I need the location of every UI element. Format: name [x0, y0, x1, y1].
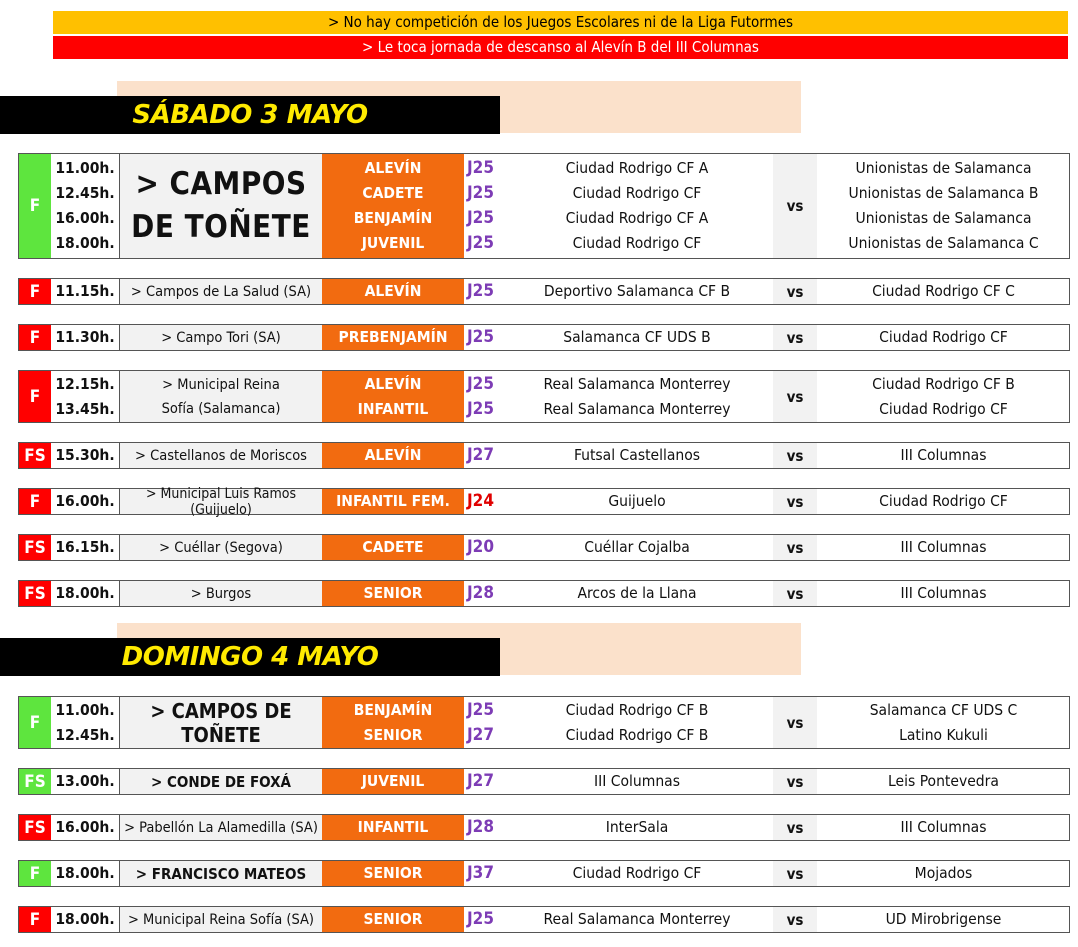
- away-team: Salamanca CF UDS C: [869, 700, 1018, 719]
- home-team: Cuéllar Cojalba: [584, 538, 690, 556]
- match-block: [18, 534, 1070, 561]
- home-team: InterSala: [605, 818, 669, 836]
- away-team: Ciudad Rodrigo CF: [879, 492, 1008, 510]
- home-team: Ciudad Rodrigo CF B: [565, 700, 709, 719]
- match-block: [18, 814, 1070, 841]
- match-block: [18, 580, 1070, 607]
- match-block: [18, 768, 1070, 795]
- home-team: Real Salamanca Monterrey: [543, 399, 731, 418]
- away-team: III Columnas: [900, 446, 987, 464]
- vs-label: vs: [773, 815, 817, 840]
- category: INFANTIL: [357, 399, 429, 418]
- category: CADETE: [362, 538, 424, 556]
- home-team: Deportivo Salamanca CF B: [543, 282, 731, 300]
- venue-name: > Campo Tori (SA): [119, 325, 322, 350]
- match-block: [18, 485, 1070, 518]
- kickoff-time: 18.00h.: [55, 864, 115, 882]
- kickoff-time: 18.00h.: [55, 234, 115, 252]
- round: J25: [467, 233, 494, 253]
- venue-name: > Campos de La Salud (SA): [119, 279, 322, 304]
- category: CADETE: [362, 184, 424, 202]
- category: BENJAMÍN: [353, 209, 433, 227]
- away-team: Ciudad Rodrigo CF B: [872, 374, 1015, 393]
- category: PREBENJAMÍN: [338, 328, 448, 346]
- match-block: [18, 860, 1070, 887]
- away-team: UD Mirobrigense: [885, 910, 1002, 928]
- match-block: [18, 370, 1070, 423]
- vs-label: vs: [773, 325, 817, 350]
- venue-name: > Cuéllar (Segova): [119, 535, 322, 560]
- kickoff-time: 11.15h.: [55, 282, 115, 300]
- round: J25: [467, 327, 494, 347]
- venue-name: > Municipal Reina Sofía (Salamanca): [161, 376, 281, 417]
- kickoff-time: 16.00h.: [55, 492, 115, 510]
- match-block: [18, 696, 1070, 749]
- notice-banner-red: > Le toca jornada de descanso al Alevín B del III Columnas: [53, 36, 1068, 59]
- sport-type-badge: FS: [19, 443, 51, 468]
- match-block: [18, 324, 1070, 351]
- kickoff-time: 12.15h.: [55, 374, 115, 393]
- away-team: Unionistas de Salamanca: [855, 209, 1032, 227]
- round: J28: [467, 817, 494, 837]
- category: BENJAMÍN: [353, 700, 433, 719]
- kickoff-time: 11.00h.: [55, 159, 115, 177]
- vs-label: vs: [773, 535, 817, 560]
- sport-type-badge: F: [19, 861, 51, 886]
- round: J37: [467, 863, 494, 883]
- away-team: Mojados: [914, 864, 973, 882]
- kickoff-time: 13.45h.: [55, 399, 115, 418]
- sport-type-badge: FS: [19, 769, 51, 794]
- notice-banner-yellow: > No hay competición de los Juegos Escolares ni de la Liga Futormes: [53, 11, 1068, 34]
- vs-label: vs: [773, 279, 817, 304]
- round-cell: [465, 154, 501, 258]
- vs-label: vs: [773, 371, 817, 422]
- sport-type-badge: F: [19, 907, 51, 932]
- vs-label: vs: [773, 907, 817, 932]
- away-team: III Columnas: [900, 584, 987, 602]
- sport-type-badge: F: [19, 489, 51, 514]
- away-team: Ciudad Rodrigo CF: [879, 399, 1008, 418]
- round: J24: [467, 491, 494, 511]
- round: J25: [467, 158, 494, 178]
- away-team: Unionistas de Salamanca C: [848, 234, 1039, 252]
- vs-label: vs: [773, 443, 817, 468]
- kickoff-time: 15.30h.: [55, 446, 115, 464]
- round: J28: [467, 583, 494, 603]
- home-team: Ciudad Rodrigo CF A: [565, 159, 709, 177]
- home-team: Real Salamanca Monterrey: [543, 374, 731, 393]
- category-cell: [322, 154, 464, 258]
- round: J25: [467, 208, 494, 228]
- away-team: III Columnas: [900, 818, 987, 836]
- round: J25: [467, 373, 494, 394]
- match-block: [18, 278, 1070, 305]
- sport-type-badge: FS: [19, 581, 51, 606]
- category: ALEVÍN: [364, 374, 422, 393]
- venue-name: > CAMPOS DE TOÑETE: [119, 697, 322, 748]
- round: J27: [467, 724, 494, 745]
- home-team: Guijuelo: [608, 492, 666, 510]
- away-team: Unionistas de Salamanca B: [848, 184, 1039, 202]
- category: SENIOR: [363, 584, 423, 602]
- away-team: Ciudad Rodrigo CF: [879, 328, 1008, 346]
- away-team: Unionistas de Salamanca: [855, 159, 1032, 177]
- kickoff-time: 12.45h.: [55, 184, 115, 202]
- venue-name: > Municipal Luis Ramos (Guijuelo): [119, 489, 322, 514]
- category: ALEVÍN: [364, 282, 422, 300]
- category: SENIOR: [363, 725, 423, 744]
- sport-type-badge: F: [19, 154, 51, 258]
- kickoff-times: [52, 154, 118, 258]
- category: INFANTIL: [357, 818, 429, 836]
- home-team: Futsal Castellanos: [573, 446, 701, 464]
- vs-label: vs: [773, 769, 817, 794]
- category: JUVENIL: [361, 234, 425, 252]
- category: SENIOR: [363, 910, 423, 928]
- away-team: III Columnas: [900, 538, 987, 556]
- category: SENIOR: [363, 864, 423, 882]
- venue-cell: [119, 371, 322, 422]
- category: INFANTIL FEM.: [336, 492, 450, 510]
- away-team: Ciudad Rodrigo CF C: [872, 282, 1015, 300]
- day-title: SÁBADO 3 MAYO: [132, 100, 368, 130]
- round: J25: [467, 398, 494, 419]
- vs-label: vs: [773, 489, 817, 514]
- venue-name: > CAMPOS DE TOÑETE: [131, 166, 311, 245]
- vs-label: vs: [773, 697, 817, 748]
- vs-label: vs: [773, 154, 817, 258]
- venue-cell: [119, 154, 322, 258]
- home-team: Arcos de la Llana: [577, 584, 697, 602]
- match-block: [18, 153, 1070, 259]
- round: J25: [467, 909, 494, 929]
- kickoff-time: 16.00h.: [55, 818, 115, 836]
- kickoff-time: 11.30h.: [55, 328, 115, 346]
- kickoff-time: 13.00h.: [55, 772, 115, 790]
- match-block: [18, 442, 1070, 469]
- round: J25: [467, 183, 494, 203]
- kickoff-time: 12.45h.: [55, 725, 115, 744]
- venue-name: > Pabellón La Alamedilla (SA): [119, 815, 322, 840]
- vs-label: vs: [773, 861, 817, 886]
- sport-type-badge: F: [19, 325, 51, 350]
- home-team-cell: [502, 154, 772, 258]
- sport-type-badge: F: [19, 279, 51, 304]
- home-team: Real Salamanca Monterrey: [543, 910, 731, 928]
- kickoff-time: 11.00h.: [55, 700, 115, 719]
- sport-type-badge: FS: [19, 815, 51, 840]
- venue-name: > FRANCISCO MATEOS: [119, 861, 322, 886]
- round: J27: [467, 771, 494, 791]
- home-team: Ciudad Rodrigo CF: [572, 864, 702, 882]
- kickoff-time: 18.00h.: [55, 910, 115, 928]
- round: J25: [467, 281, 494, 301]
- kickoff-time: 16.00h.: [55, 209, 115, 227]
- match-block: [18, 906, 1070, 933]
- category: ALEVÍN: [364, 159, 422, 177]
- home-team: Ciudad Rodrigo CF B: [565, 725, 709, 744]
- day-title: DOMINGO 4 MAYO: [121, 642, 379, 672]
- home-team: Ciudad Rodrigo CF A: [565, 209, 709, 227]
- venue-name: > Burgos: [119, 581, 322, 606]
- venue-name: > Castellanos de Moriscos: [119, 443, 322, 468]
- sport-type-badge: F: [19, 371, 51, 422]
- category: ALEVÍN: [364, 446, 422, 464]
- sport-type-badge: F: [19, 697, 51, 748]
- away-team-cell: [818, 154, 1069, 258]
- kickoff-time: 16.15h.: [55, 538, 115, 556]
- kickoff-time: 18.00h.: [55, 584, 115, 602]
- away-team: Leis Pontevedra: [888, 772, 999, 790]
- sport-type-badge: FS: [19, 535, 51, 560]
- round: J25: [467, 699, 494, 720]
- home-team: Ciudad Rodrigo CF: [572, 234, 702, 252]
- home-team: Ciudad Rodrigo CF: [572, 184, 702, 202]
- venue-name: > Municipal Reina Sofía (SA): [119, 907, 322, 932]
- round: J27: [467, 445, 494, 465]
- home-team: III Columnas: [594, 772, 680, 790]
- category: JUVENIL: [361, 772, 425, 790]
- away-team: Latino Kukuli: [899, 725, 988, 744]
- home-team: Salamanca CF UDS B: [563, 328, 711, 346]
- round: J20: [467, 537, 494, 557]
- venue-name: > CONDE DE FOXÁ: [119, 769, 322, 794]
- vs-label: vs: [773, 581, 817, 606]
